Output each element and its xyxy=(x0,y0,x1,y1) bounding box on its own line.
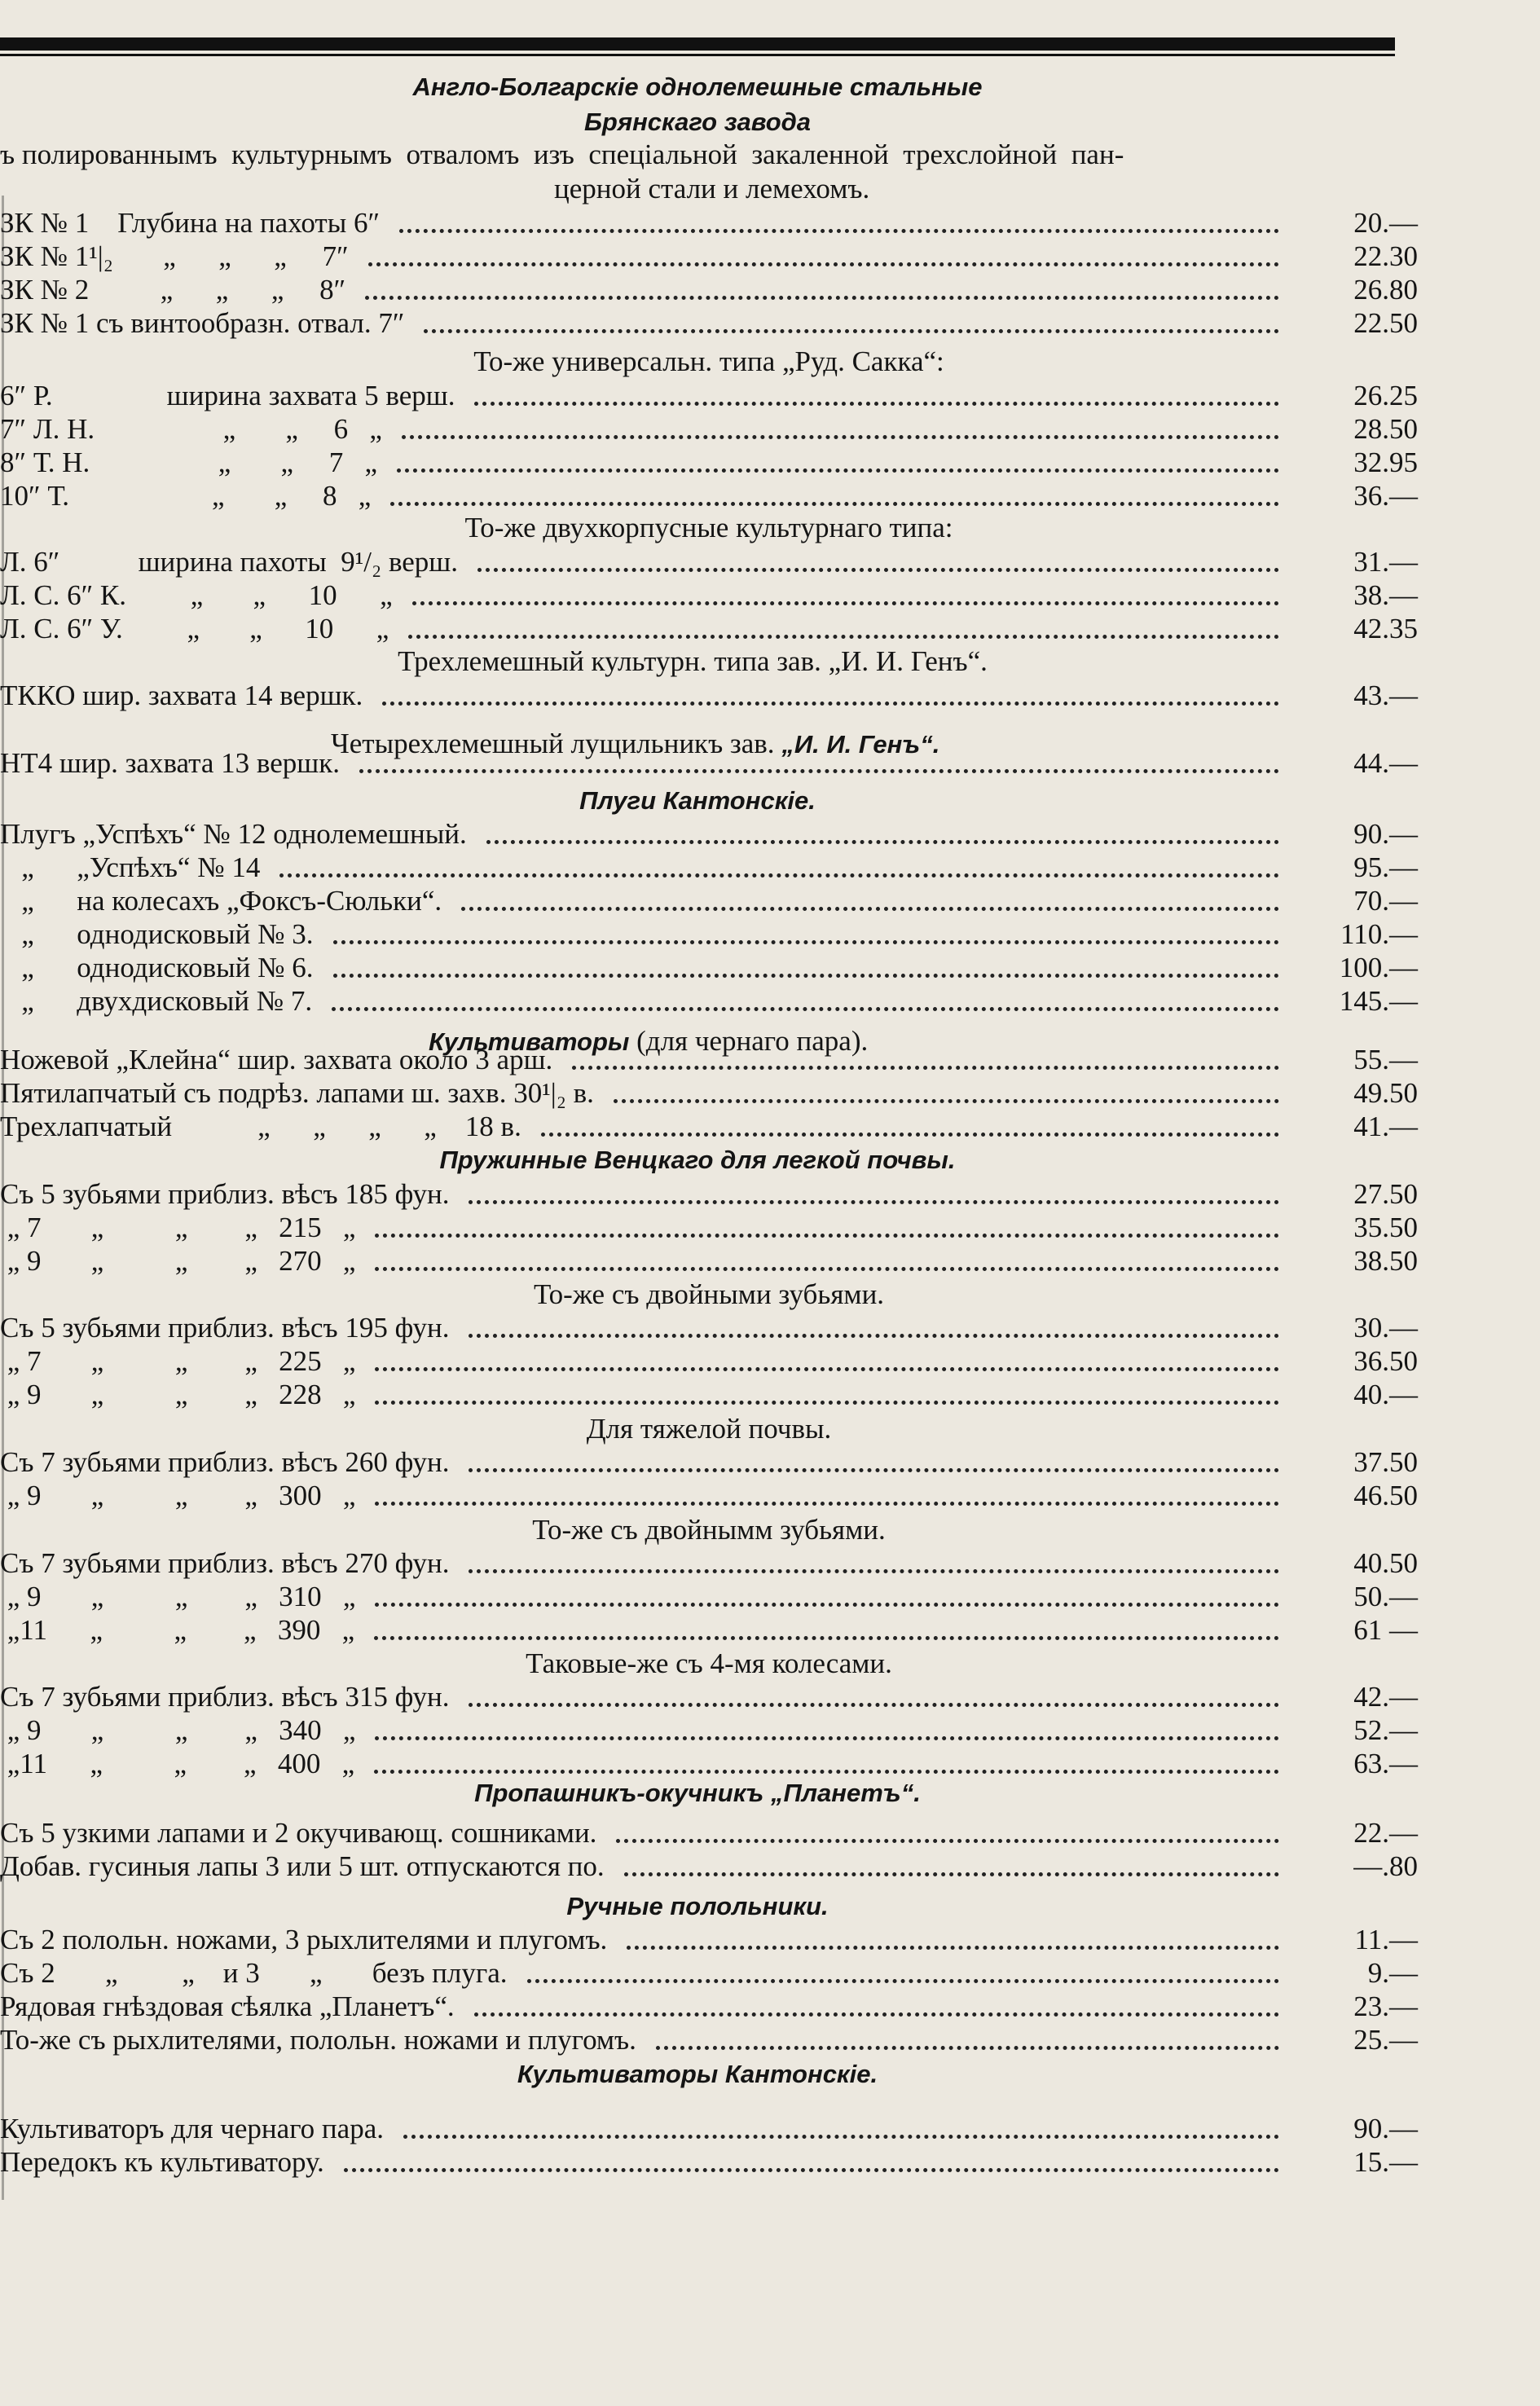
dot-leader xyxy=(375,1473,1279,1506)
item-price: 26.25 xyxy=(1353,380,1418,411)
item-price: 63.— xyxy=(1353,1748,1418,1779)
dot-leader xyxy=(375,1708,1279,1740)
section-title-ploughs: Англо-Болгарскіе однолемешные стальные xyxy=(412,73,983,101)
dot-leader xyxy=(469,1674,1279,1707)
dot-leader xyxy=(486,812,1279,844)
price-row xyxy=(0,1614,1434,1647)
item-price: 27.50 xyxy=(1353,1178,1418,1210)
dot-leader xyxy=(375,1339,1279,1371)
item-price: 50.— xyxy=(1353,1581,1418,1612)
section-title-canton-cultivators: Культиваторы Кантонскіе. xyxy=(517,2060,878,2088)
item-label: Л. 6″ ширина пахоты 9¹/₂ верш. xyxy=(0,546,458,578)
item-price: 38.50 xyxy=(1353,1245,1418,1277)
item-label: „ однодисковый № 6. xyxy=(0,952,314,983)
item-label: То-же съ рыхлителями, полольн. ножами и плугомъ. xyxy=(0,2024,636,2056)
dot-leader xyxy=(474,1984,1279,2017)
item-label: Плугъ „Успѣхъ“ № 12 однолемешный. xyxy=(0,818,467,850)
dot-leader xyxy=(333,912,1279,944)
section-title-universal: То-же универсальн. типа „Руд. Сакка“: xyxy=(473,345,944,377)
price-row xyxy=(0,1850,1434,1883)
item-label: 10″ Т. „ „ 8 „ xyxy=(0,480,372,512)
price-row xyxy=(0,480,1434,512)
price-row xyxy=(0,1748,1434,1780)
item-label: ЗК № 1 Глубина на пахоты 6″ xyxy=(0,207,381,239)
item-label: „ на колесахъ „Фоксъ-Сюльки“. xyxy=(0,885,442,917)
item-price: 36.— xyxy=(1353,480,1418,512)
dot-leader xyxy=(344,2140,1279,2172)
item-price: 90.— xyxy=(1353,2113,1418,2144)
item-price: 30.— xyxy=(1353,1312,1418,1344)
item-label: ТККО шир. захвата 14 вершк. xyxy=(0,680,363,711)
item-label: „ 7 „ „ „ 215 „ xyxy=(0,1212,356,1243)
section-title-double-teeth-2: То-же съ двойнымм зубьями. xyxy=(532,1514,886,1546)
dot-leader xyxy=(616,1810,1279,1843)
item-label: ЗК № 1 съ винтообразн. отвал. 7″ xyxy=(0,307,405,339)
dot-leader xyxy=(477,539,1279,572)
item-label: „11 „ „ „ 400 „ xyxy=(0,1748,355,1779)
item-price: 52.— xyxy=(1353,1714,1418,1746)
price-row xyxy=(0,2024,1434,2056)
section-title-four-share-plain: Четырехлемешный лущильникъ зав. xyxy=(331,728,782,759)
item-price: 38.— xyxy=(1353,579,1418,611)
item-price: 145.— xyxy=(1339,985,1418,1017)
dot-leader xyxy=(397,440,1279,473)
item-label: „ 9 „ „ „ 310 „ xyxy=(0,1581,356,1612)
dot-leader xyxy=(332,979,1279,1011)
item-label: Съ 7 зубьями приблиз. вѣсъ 260 фун. xyxy=(0,1446,450,1478)
section-title-two-body: То-же двухкорпусные культурнаго типа: xyxy=(464,512,953,543)
dot-leader xyxy=(375,1574,1279,1607)
dot-leader xyxy=(614,1071,1279,1103)
item-price: 31.— xyxy=(1353,546,1418,578)
item-price: 26.80 xyxy=(1353,274,1418,306)
dot-leader xyxy=(375,1238,1279,1271)
dot-leader xyxy=(375,1372,1279,1405)
price-row xyxy=(0,307,1434,340)
item-label: 7″ Л. Н. „ „ 6 „ xyxy=(0,413,382,445)
item-label: Добав. гусиныя лапы 3 или 5 шт. отпускаются по. xyxy=(0,1850,605,1882)
item-label: Съ 5 зубьями приблиз. вѣсъ 185 фун. xyxy=(0,1178,450,1210)
item-label: Съ 2 „ „ и 3 „ безъ плуга. xyxy=(0,1957,508,1989)
item-label: „ однодисковый № 3. xyxy=(0,918,314,950)
item-label: ЗК № 1¹|₂ „ „ „ 7″ xyxy=(0,240,349,272)
item-label: Передокъ къ культиватору. xyxy=(0,2146,324,2178)
section-subtitle-bryansk: Брянскаго завода xyxy=(583,108,812,136)
item-price: 49.50 xyxy=(1353,1077,1418,1109)
item-label: 8″ Т. Н. „ „ 7 „ xyxy=(0,446,378,478)
section-title-three-share: Трехлемешный культурн. типа зав. „И. И. Генъ“. xyxy=(398,645,988,677)
item-price: 40.— xyxy=(1353,1379,1418,1410)
price-row xyxy=(0,1245,1434,1278)
item-label: Л. С. 6″ У. „ „ 10 „ xyxy=(0,613,389,644)
item-label: ЗК № 2 „ „ „ 8″ xyxy=(0,274,346,306)
section-title-heavy-soil: Для тяжелой почвы. xyxy=(586,1413,832,1445)
dot-leader xyxy=(656,2017,1279,2050)
section-description-line1: ъ полированнымъ культурнымъ отваломъ изъ спеціальной закаленной трехслойной пан- xyxy=(0,139,1124,170)
dot-leader xyxy=(469,1305,1279,1338)
item-label: „ 9 „ „ „ 270 „ xyxy=(0,1245,356,1277)
section-title-planet-cultivator: Пропашникъ-окучникъ „Планетъ“. xyxy=(474,1779,921,1807)
dot-leader xyxy=(375,1205,1279,1238)
dot-leader xyxy=(461,878,1279,911)
item-label: „ „Успѣхъ“ № 14 xyxy=(0,851,261,883)
item-label: НТ4 шир. захвата 13 вершк. xyxy=(0,747,340,779)
price-row xyxy=(0,1111,1434,1143)
dot-leader xyxy=(374,1741,1279,1774)
item-price: 40.50 xyxy=(1353,1547,1418,1579)
price-row xyxy=(0,680,1434,712)
dot-leader xyxy=(469,1440,1279,1472)
item-label: „ двухдисковый № 7. xyxy=(0,985,313,1017)
section-title-cultivators-italic: Культиваторы xyxy=(429,1027,630,1056)
item-price: 9.— xyxy=(1367,1957,1418,1989)
item-label: Рядовая гнѣздовая сѣялка „Планетъ“. xyxy=(0,1990,455,2022)
item-price: 90.— xyxy=(1353,818,1418,850)
item-price: 23.— xyxy=(1353,1990,1418,2022)
price-row xyxy=(0,613,1434,645)
item-price: 36.50 xyxy=(1353,1345,1418,1377)
item-label: Съ 7 зубьями приблиз. вѣсъ 315 фун. xyxy=(0,1681,450,1713)
price-row xyxy=(0,747,1434,780)
item-label: Съ 7 зубьями приблиз. вѣсъ 270 фун. xyxy=(0,1547,450,1579)
dot-leader xyxy=(402,407,1279,439)
dot-leader xyxy=(541,1104,1279,1137)
item-label: Съ 5 зубьями приблиз. вѣсъ 195 фун. xyxy=(0,1312,450,1344)
item-price: 61 — xyxy=(1353,1614,1418,1646)
dot-leader xyxy=(368,234,1279,266)
item-label: Пятилапчатый съ подрѣз. лапами ш. захв. 30¹|₂ в. xyxy=(0,1077,594,1109)
section-title-canton-ploughs: Плуги Кантонскіе. xyxy=(579,786,816,815)
item-price: 15.— xyxy=(1353,2146,1418,2178)
item-price: 28.50 xyxy=(1353,413,1418,445)
dot-leader xyxy=(374,1608,1279,1640)
item-price: 100.— xyxy=(1339,952,1418,983)
item-price: 43.— xyxy=(1353,680,1418,711)
dot-leader xyxy=(408,606,1279,639)
section-title-double-teeth: То-же съ двойными зубьями. xyxy=(533,1278,885,1310)
dot-leader xyxy=(624,1844,1279,1876)
dot-leader xyxy=(469,1172,1279,1204)
price-row xyxy=(0,1379,1434,1411)
item-label: 6″ Р. ширина захвата 5 верш. xyxy=(0,380,455,411)
item-price: 22.— xyxy=(1353,1817,1418,1849)
item-label: „ 9 „ „ „ 340 „ xyxy=(0,1714,356,1746)
dot-leader xyxy=(333,945,1279,978)
item-price: 37.50 xyxy=(1353,1446,1418,1478)
item-label: „ 9 „ „ „ 228 „ xyxy=(0,1379,356,1410)
section-description-line2: церной стали и лемехомъ. xyxy=(554,173,870,205)
item-label: „ 9 „ „ „ 300 „ xyxy=(0,1480,356,1511)
item-label: „ 7 „ „ „ 225 „ xyxy=(0,1345,356,1377)
price-row xyxy=(0,2146,1434,2179)
dot-leader xyxy=(403,2106,1279,2139)
dot-leader xyxy=(469,1541,1279,1573)
item-price: 35.50 xyxy=(1353,1212,1418,1243)
item-price: 95.— xyxy=(1353,851,1418,883)
dot-leader xyxy=(412,573,1279,605)
item-label: Трехлапчатый „ „ „ „ 18 в. xyxy=(0,1111,521,1142)
item-label: Съ 2 полольн. ножами, 3 рыхлителями и плугомъ. xyxy=(0,1924,608,1955)
item-price: 110.— xyxy=(1340,918,1418,950)
dot-leader xyxy=(365,267,1279,300)
item-price: 70.— xyxy=(1353,885,1418,917)
item-price: —.80 xyxy=(1353,1850,1418,1882)
item-price: 44.— xyxy=(1353,747,1418,779)
item-price: 55.— xyxy=(1353,1044,1418,1075)
dot-leader xyxy=(382,673,1279,706)
item-label: Культиваторъ для чернаго пара. xyxy=(0,2113,384,2144)
item-price: 25.— xyxy=(1353,2024,1418,2056)
dot-leader xyxy=(572,1037,1279,1070)
item-label: Л. С. 6″ К. „ „ 10 „ xyxy=(0,579,393,611)
dot-leader xyxy=(627,1917,1279,1950)
dot-leader xyxy=(424,301,1279,333)
item-price: 22.30 xyxy=(1353,240,1418,272)
item-price: 42.— xyxy=(1353,1681,1418,1713)
price-row xyxy=(0,985,1434,1018)
section-title-cultivators-plain: (для чернаго пара). xyxy=(629,1025,869,1057)
item-price: 42.35 xyxy=(1353,613,1418,644)
dot-leader xyxy=(390,473,1279,506)
price-row xyxy=(0,1480,1434,1512)
dot-leader xyxy=(279,845,1279,878)
dot-leader xyxy=(359,741,1279,773)
dot-leader xyxy=(527,1951,1279,1983)
item-price: 22.50 xyxy=(1353,307,1418,339)
item-price: 32.95 xyxy=(1353,446,1418,478)
dot-leader xyxy=(399,200,1279,233)
item-label: Съ 5 узкими лапами и 2 окучивающ. сошниками. xyxy=(0,1817,597,1849)
item-price: 41.— xyxy=(1353,1111,1418,1142)
section-title-four-share-italic: „И. И. Генъ“. xyxy=(781,730,940,759)
dot-leader xyxy=(474,373,1279,406)
section-title-spring-harrows: Пружинные Венцкаго для легкой почвы. xyxy=(439,1146,956,1174)
item-label: Ножевой „Клейна“ шир. захвата около 3 арш. xyxy=(0,1044,553,1075)
item-price: 11.— xyxy=(1354,1924,1418,1955)
item-price: 46.50 xyxy=(1353,1480,1418,1511)
item-price: 20.— xyxy=(1353,207,1418,239)
section-title-four-wheels: Таковые-же съ 4-мя колесами. xyxy=(526,1647,892,1679)
item-label: „11 „ „ „ 390 „ xyxy=(0,1614,355,1646)
section-title-hand-weeders: Ручные полольники. xyxy=(566,1892,829,1920)
